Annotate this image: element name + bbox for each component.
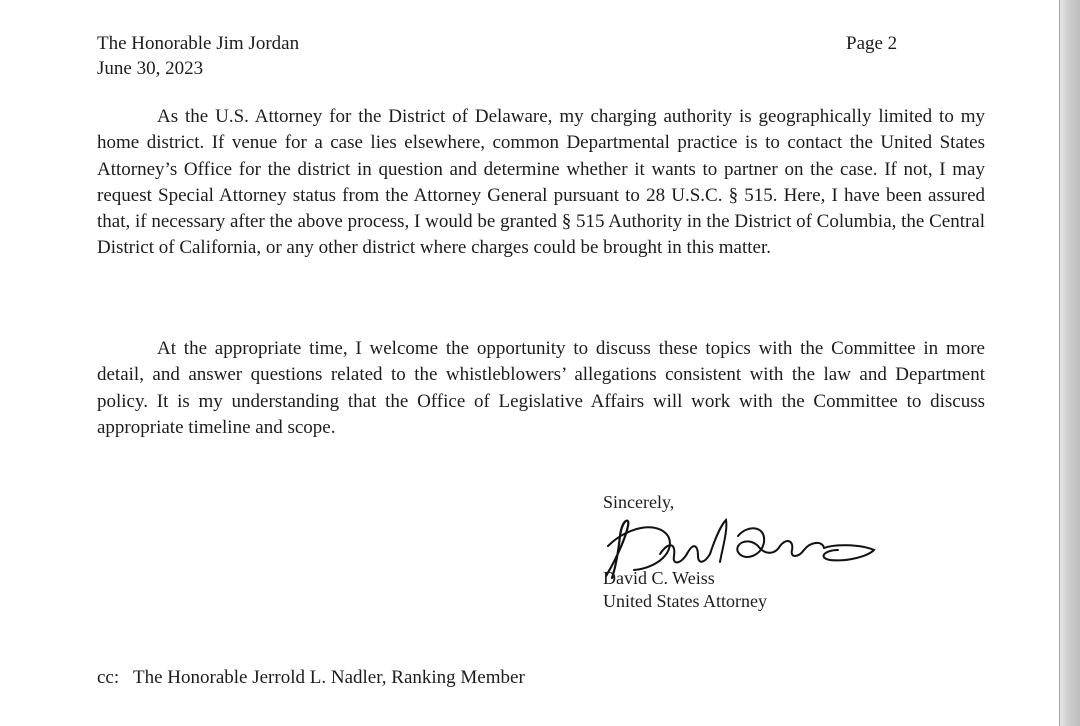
page-number: Page 2 [846,33,898,54]
cc-recipient: The Honorable Jerrold L. Nadler, Ranking Member [133,667,525,688]
cc-line [97,665,525,690]
cc-label: cc: [97,667,120,688]
closing-salutation: Sincerely, [603,492,675,512]
body-paragraph-2: At the appropriate time, I welcome the opportunity to discuss these topics with the Committee in more detail, and answer questions related to the whistleblowers’ allegations consistent with the law and Department policy. It is my understanding that the Office of Legislative Affairs will work with the Committee to discuss appropriate timeline and scope. [97,338,985,438]
page-edge-shadow [1060,0,1080,726]
recipient-line: The Honorable Jim Jordan [97,33,300,54]
signer-title: United States Attorney [603,591,767,611]
signer-name: David C. Weiss [603,568,715,588]
letter-date: June 30, 2023 [97,58,204,79]
body-paragraph-1: As the U.S. Attorney for the District of Delaware, my charging authority is geographically limited to my home district. If venue for a case lies elsewhere, common Departmental practice is to contact the United States Attorney’s Office for the district in question and determine whether it wants to partner on the case. If not, I may request Special Attorney status from the Attorney General pursuant to 28 U.S.C. § 515. Here, I have been assured that, if necessary after the above process, I would be granted § 515 Authority in the District of Columbia, the Central District of California, or any other district where charges could be brought in this matter. [97,106,986,259]
